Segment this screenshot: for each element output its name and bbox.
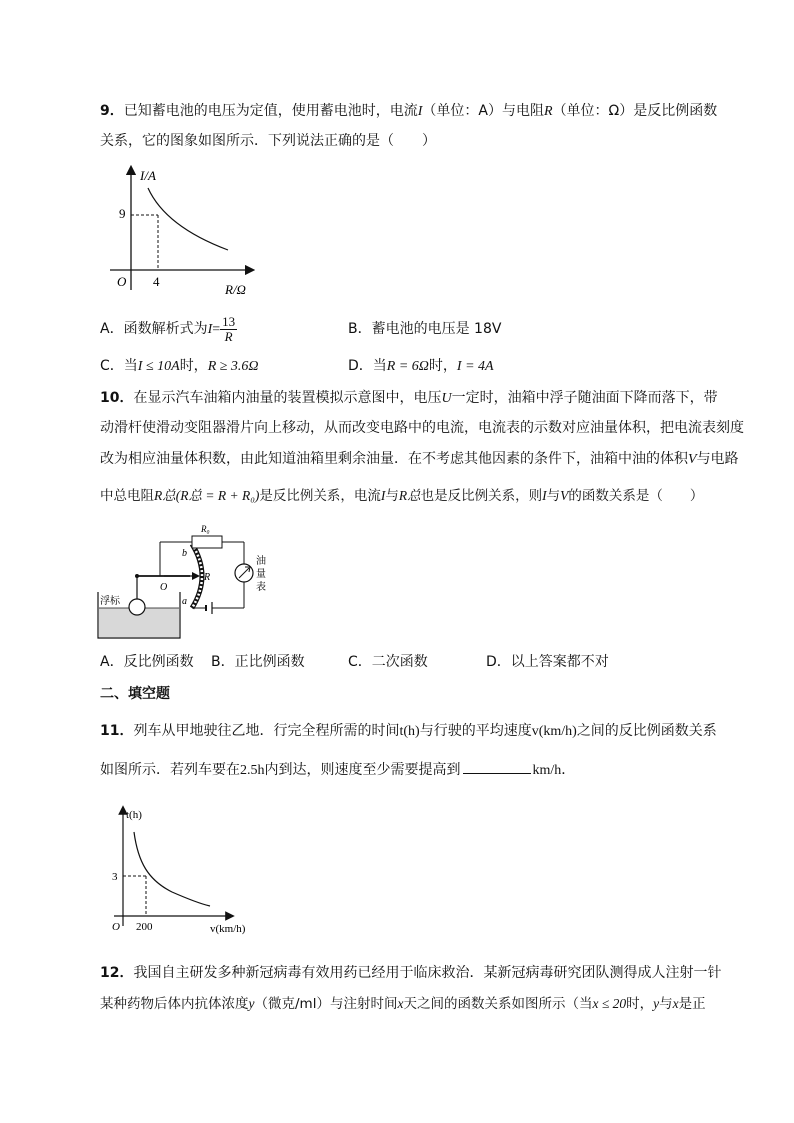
q10-option-c[interactable]: C．二次函数 <box>348 654 428 670</box>
q9-ytick: 9 <box>119 206 126 221</box>
q11-xlabel: v(km/h) <box>210 923 246 935</box>
q10-slider-arrow <box>192 572 200 580</box>
q9-option-b[interactable]: B．蓄电池的电压是 18V <box>348 321 502 337</box>
q11-origin: O <box>112 921 120 933</box>
q9-xlabel: R/Ω <box>225 282 246 297</box>
q12-number: 12． <box>100 965 134 981</box>
q9-origin: O <box>117 274 127 289</box>
q11-line-2: 如图所示．若列车要在2.5h内到达，则速度至少需要提高到 km/h． <box>100 759 575 781</box>
q10-option-a[interactable]: A．反比例函数 <box>100 654 194 670</box>
q10-line-2: 动滑杆使滑动变阻器滑片向上移动，从而改变电路中的电流，电流表的示数对应油量体积，把电流表刻度 <box>100 420 744 436</box>
q10-circuit-diagram <box>94 516 280 644</box>
q9-option-c[interactable]: C．当I ≤ 10A时，R ≥ 3.6Ω <box>100 358 259 374</box>
q9-ylabel: I/A <box>140 168 156 183</box>
q12-line-1: 12．我国自主研发多种新冠病毒有效用药已经用于临床救治．某新冠病毒研究团队测得成人注射一针 <box>100 965 722 981</box>
q10-option-d[interactable]: D．以上答案都不对 <box>486 654 609 670</box>
q9-line-1: 9．已知蓄电池的电压为定值，使用蓄电池时，电流I（单位：A）与电阻R（单位：Ω）是反比例函数 <box>100 103 718 119</box>
q10-number: 10． <box>100 390 134 406</box>
q10-float <box>129 599 145 615</box>
q10-label-a: a <box>182 596 187 607</box>
q10-label-float: 浮标 <box>100 596 120 607</box>
q10-meter-label-2: 量 <box>256 569 266 580</box>
q10-line-4: 中总电阻R总(R总 = R + R₀)是反比例关系，电流I与R总也是反比例关系，则I与V的函数关系是（ ） <box>100 488 704 504</box>
q9-fraction: $\frac{13}{R}$ <box>222 313 236 344</box>
q11-xtick: 200 <box>136 921 153 933</box>
q10-pivot-dot <box>135 574 139 578</box>
q9-curve <box>148 188 228 250</box>
q11-answer-blank[interactable] <box>463 759 531 774</box>
q11-ytick: 3 <box>112 871 118 883</box>
q10-line-3: 改为相应油量体积数，由此知道油箱里剩余油量．在不考虑其他因素的条件下，油箱中油的体积V与电路 <box>100 451 739 467</box>
q9-option-a[interactable]: A．函数解析式为I= $\frac{13}{R}$ <box>100 313 236 344</box>
q10-label-o: O <box>160 582 168 593</box>
q9-line-2: 关系，它的图象如图所示．下列说法正确的是（ ） <box>100 133 436 149</box>
q9-option-d[interactable]: D．当R = 6Ω时，I = 4A <box>348 358 494 374</box>
q11-line-1: 11．列车从甲地驶往乙地．行完全程所需的时间t(h)与行驶的平均速度v(km/h)之间的反比例函数关系 <box>100 723 717 739</box>
q10-label-b: b <box>182 548 187 559</box>
q10-line-1: 10．在显示汽车油箱内油量的装置模拟示意图中，电压U一定时，油箱中浮子随油面下降而落下，带 <box>100 390 718 406</box>
q9-number: 9． <box>100 103 124 119</box>
q11-number: 11． <box>100 723 134 739</box>
q10-label-r0: R₀ <box>201 524 210 534</box>
q9-graph <box>100 160 260 298</box>
q11-curve <box>134 832 210 906</box>
q11-graph <box>106 800 296 938</box>
q9-xtick: 4 <box>153 274 160 289</box>
q11-ylabel: t(h) <box>126 809 142 821</box>
q10-option-b[interactable]: B．正比例函数 <box>211 654 305 670</box>
q10-label-r: R <box>204 572 211 583</box>
q10-meter-label-1: 油 <box>256 556 266 567</box>
q12-line-2: 某种药物后体内抗体浓度y（微克/ml）与注射时间x天之间的函数关系如图所示（当x ≤ 20时，y与x是正 <box>100 996 706 1012</box>
q10-resistor-r0 <box>192 536 222 548</box>
section-title: 二、填空题 <box>100 686 170 702</box>
q10-meter-label-3: 表 <box>256 582 266 593</box>
